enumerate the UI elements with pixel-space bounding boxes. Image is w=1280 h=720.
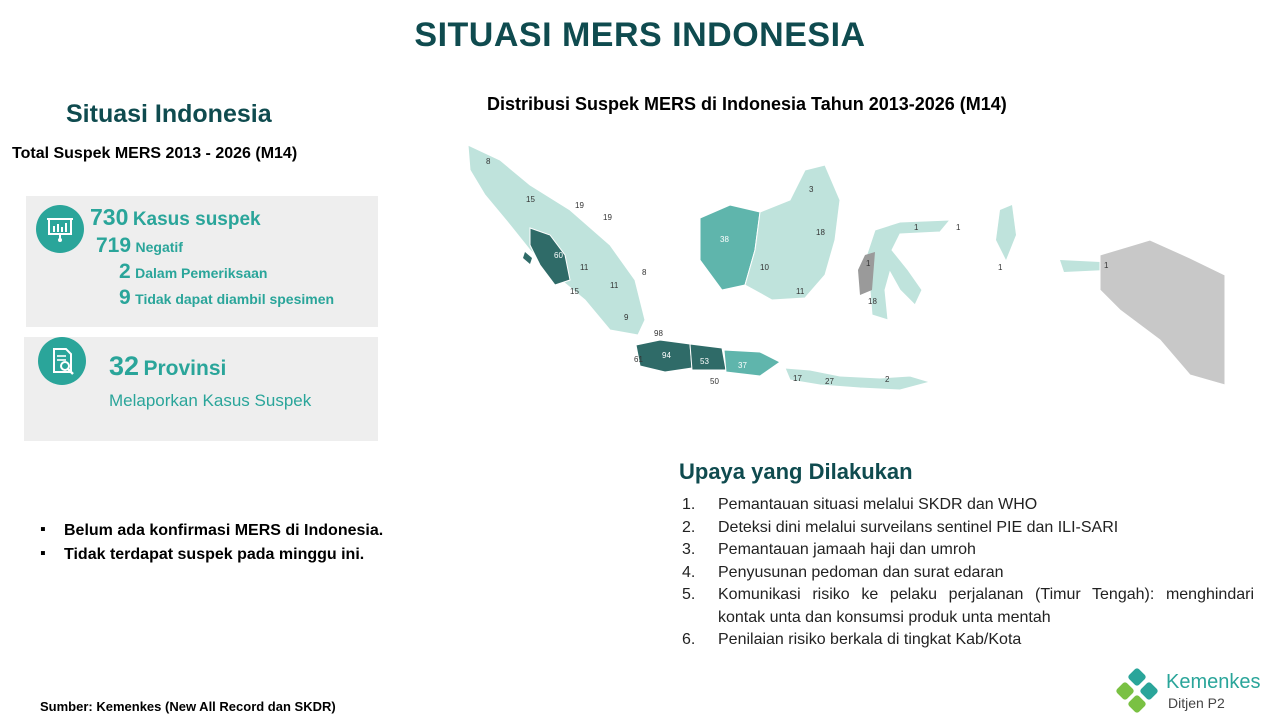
page-title: SITUASI MERS INDONESIA	[414, 16, 866, 54]
source-note: Sumber: Kemenkes (New All Record dan SKDR)	[40, 699, 336, 714]
stats-card-kasus	[26, 196, 378, 327]
notes-list	[40, 522, 383, 570]
map-label: 18	[816, 228, 825, 237]
provinsi-stat	[109, 351, 226, 382]
upaya-item	[682, 494, 1254, 517]
region-sumatra	[468, 145, 645, 335]
logo-name: Kemenkes	[1166, 671, 1261, 693]
map-label: 10	[760, 263, 769, 272]
region-kalimantan	[745, 165, 840, 300]
map-label: 38	[720, 235, 729, 244]
provinsi-number: 32	[109, 351, 140, 381]
map-label: 1	[1104, 261, 1109, 270]
map-label: 8	[486, 157, 491, 166]
map-label: 11	[796, 287, 805, 296]
pemeriksaan-number: 2	[119, 260, 131, 283]
kemenkes-logo-icon	[1116, 668, 1162, 714]
total-kasus-number: 730	[90, 204, 129, 230]
indonesia-map	[460, 140, 1230, 430]
upaya-item	[682, 539, 1254, 562]
map-label: 15	[526, 195, 535, 204]
region-maluku	[996, 205, 1016, 260]
upaya-item	[682, 562, 1254, 585]
map-label: 98	[654, 329, 663, 338]
upaya-text: Pemantauan situasi melalui SKDR dan WHO	[718, 496, 1038, 513]
tidak-diambil-number: 9	[119, 286, 131, 309]
map-label: 18	[868, 297, 877, 306]
map-label: 37	[738, 361, 747, 370]
pemeriksaan-label: Dalam Pemeriksaan	[135, 265, 268, 281]
map-label: 19	[603, 213, 612, 222]
upaya-text: Komunikasi risiko ke pelaku perjalanan (Timur Tengah): menghindari kontak unta dan konsumsi produk unta mentah	[718, 586, 1254, 626]
logo-sub: Ditjen P2	[1168, 695, 1225, 711]
total-suspek-subheading: Total Suspek MERS 2013 - 2026 (M14)	[12, 145, 298, 162]
map-label: 11	[580, 263, 589, 272]
tidak-diambil-stat	[119, 286, 334, 310]
map-label: 1	[956, 223, 961, 232]
map-label: 53	[700, 357, 709, 366]
total-kasus-stat	[90, 204, 261, 231]
section-heading-situasi: Situasi Indonesia	[66, 100, 272, 128]
region-kepulauan	[523, 252, 532, 264]
map-label: 61	[634, 355, 643, 364]
upaya-index: 6.	[682, 631, 696, 648]
upaya-text: Deteksi dini melalui surveilans sentinel PIE dan ILI-SARI	[718, 518, 1119, 536]
negatif-number: 719	[96, 234, 132, 257]
pemeriksaan-stat	[119, 260, 267, 284]
document-search-icon	[38, 337, 86, 385]
region-maluku-selatan	[1060, 260, 1106, 272]
upaya-index: 3.	[682, 541, 696, 558]
upaya-text: Penilaian risiko berkala di tingkat Kab/Kota	[718, 631, 1022, 648]
note-item: ▪ Tidak terdapat suspek pada minggu ini.	[40, 546, 383, 564]
map-label: 3	[809, 185, 814, 194]
region-jawa-timur	[724, 350, 780, 376]
provinsi-sub: Melaporkan Kasus Suspek	[109, 391, 312, 410]
map-label: 1	[914, 223, 919, 232]
map-label: 1	[866, 259, 871, 268]
upaya-index: 2.	[682, 518, 696, 536]
stats-card-provinsi	[24, 337, 378, 441]
map-label: 9	[624, 313, 629, 322]
map-title: Distribusi Suspek MERS di Indonesia Tahun 2013-2026 (M14)	[487, 94, 1007, 114]
upaya-index: 5.	[682, 586, 696, 603]
provinsi-label: Provinsi	[143, 357, 227, 380]
map-label: 94	[662, 351, 671, 360]
negatif-label: Negatif	[135, 239, 183, 255]
negatif-stat	[96, 234, 183, 258]
upaya-item	[682, 517, 1254, 540]
upaya-item	[682, 629, 1254, 652]
note-item: ▪ Belum ada konfirmasi MERS di Indonesia.	[40, 522, 383, 540]
upaya-text: Penyusunan pedoman dan surat edaran	[718, 563, 1004, 581]
map-label: 27	[825, 377, 834, 386]
upaya-list	[682, 494, 1254, 652]
upaya-index: 4.	[682, 563, 696, 581]
region-papua	[1100, 240, 1225, 385]
map-label: 19	[575, 201, 584, 210]
upaya-index: 1.	[682, 496, 696, 513]
map-label: 50	[710, 377, 719, 386]
region-bali-nusa	[785, 368, 930, 390]
map-label: 1	[998, 263, 1003, 272]
map-label: 15	[570, 287, 579, 296]
map-label: 2	[885, 375, 890, 384]
upaya-heading: Upaya yang Dilakukan	[679, 459, 913, 484]
map-label: 17	[793, 374, 802, 383]
map-label: 60	[554, 251, 563, 260]
upaya-item	[682, 584, 1254, 629]
tidak-diambil-label: Tidak dapat diambil spesimen	[135, 291, 335, 307]
total-kasus-label: Kasus suspek	[132, 209, 261, 230]
map-label: 8	[642, 268, 647, 277]
upaya-text: Pemantauan jamaah haji dan umroh	[718, 541, 976, 558]
map-label: 11	[610, 281, 619, 290]
presentation-chart-icon	[36, 205, 84, 253]
